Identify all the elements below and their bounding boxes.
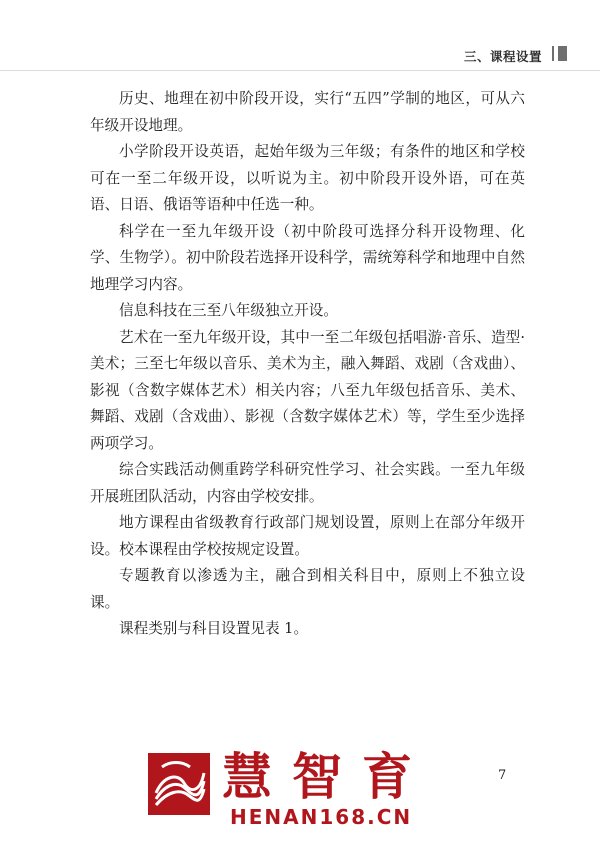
paragraph-history-geography: 历史、地理在初中阶段开设，实行“五四”学制的地区，可从六年级开设地理。 bbox=[90, 90, 525, 134]
header-divider bbox=[0, 70, 600, 71]
page-number: 7 bbox=[498, 768, 507, 783]
paragraph-practice-activities: 综合实践活动侧重跨学科研究性学习、社会实践。一至九年级开展班团队活动，内容由学校安排。 bbox=[90, 461, 525, 505]
paragraph-science: 科学在一至九年级开设（初中阶段可选择分科开设物理、化学、生物学）。初中阶段若选择开设科学，需统筹科学和地理中自然地理学习内容。 bbox=[90, 222, 525, 293]
paragraph-local-curriculum: 地方课程由省级教育行政部门规划设置，原则上在部分年级开设。校本课程由学校按规定设置。 bbox=[90, 514, 525, 558]
paragraph-thematic-education: 专题教育以渗透为主，融合到相关科目中，原则上不独立设课。 bbox=[90, 567, 525, 611]
body-text bbox=[90, 86, 525, 643]
watermark-name: 慧智育 bbox=[222, 748, 432, 806]
header-marker-bar bbox=[558, 46, 567, 61]
paragraph-table-reference: 课程类别与科目设置见表 1。 bbox=[119, 620, 309, 637]
seal-logo-icon bbox=[148, 753, 210, 815]
section-header-title: 三、课程设置 bbox=[463, 49, 542, 64]
paragraph-arts: 艺术在一至九年级开设，其中一至二年级包括唱游·音乐、造型·美术；三至七年级以音乐、美术为主，融入舞蹈、戏剧（含戏曲）、影视（含数字媒体艺术）相关内容；八至九年级包括音乐、美术、舞蹈、戏剧（含戏曲）、影视（含数字媒体艺术）等，学生至少选择两项学习。 bbox=[90, 328, 525, 452]
header-marker-thin bbox=[552, 46, 554, 61]
paragraph-information-technology: 信息科技在三至八年级独立开设。 bbox=[119, 302, 338, 319]
watermark-url: HENAN168.CN bbox=[230, 805, 413, 829]
paragraph-english: 小学阶段开设英语，起始年级为三年级；有条件的地区和学校可在一至二年级开设，以听说为主。初中阶段开设外语，可在英语、日语、俄语等语种中任选一种。 bbox=[90, 143, 525, 213]
